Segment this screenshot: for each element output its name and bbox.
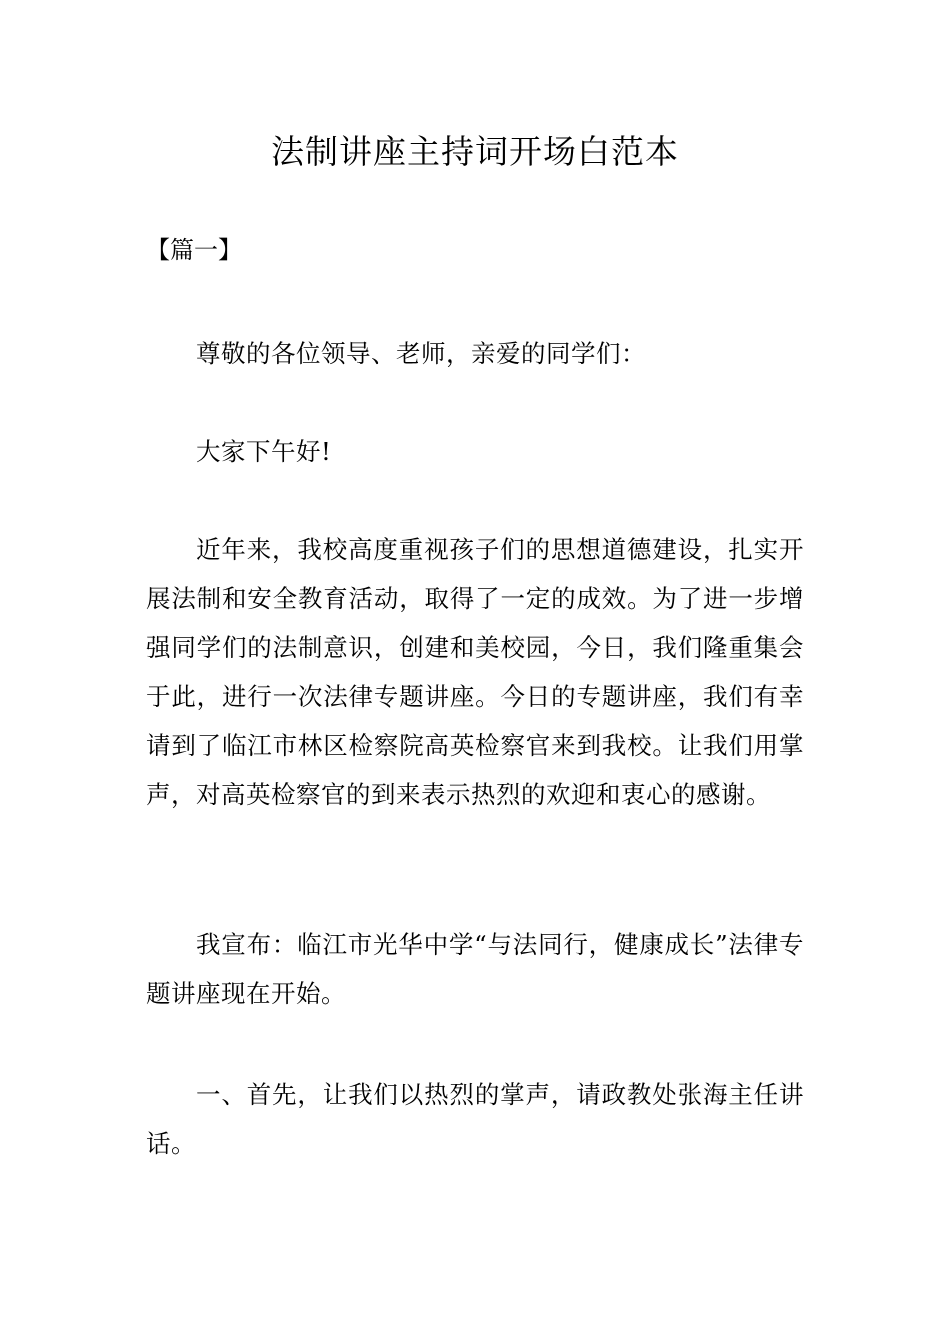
paragraph-salutation: 尊敬的各位领导、老师，亲爱的同学们： <box>196 339 646 368</box>
paragraph-greeting: 大家下午好! <box>196 437 332 466</box>
paragraph-intro: 近年来，我校高度重视孩子们的思想道德建设，扎实开展法制和安全教育活动，取得了一定的成效。为了进一步增强同学们的法制意识，创建和美校园，今日，我们隆重集会于此，进行一次法律专题讲座。今日的专题讲座，我们有幸请到了临江市林区检察院高英检察官来到我校。让我们用掌声，对高英检察官的到来表示热烈的欢迎和衷心的感谢。 <box>146 535 804 809</box>
document-title: 法制讲座主持词开场白范本 <box>271 132 679 171</box>
paragraph-agenda-item-1: 一、首先，让我们以热烈的掌声，请政教处张海主任讲话。 <box>146 1080 804 1158</box>
section-label: 【篇一】 <box>146 236 242 264</box>
paragraph-announcement: 我宣布：临江市光华中学“与法同行，健康成长”法律专题讲座现在开始。 <box>146 930 804 1008</box>
